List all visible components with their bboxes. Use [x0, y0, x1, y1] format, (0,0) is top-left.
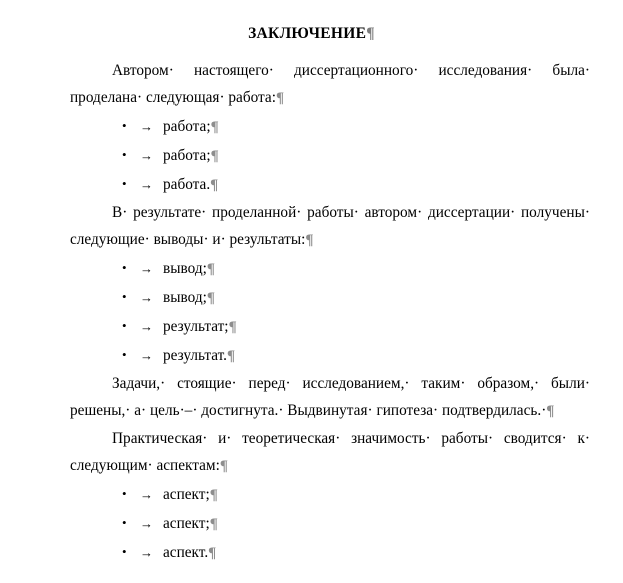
- word: и: [218, 430, 227, 447]
- word: результате: [133, 204, 202, 221]
- word: а: [134, 402, 142, 419]
- paragraph-1: [0, 57, 623, 112]
- list-item: • → результат.¶: [0, 341, 623, 370]
- space-mark: ·: [226, 430, 232, 447]
- word: подтвердилась.: [441, 402, 542, 419]
- tab-arrow-icon: →: [140, 516, 153, 531]
- word: диссертационного: [294, 62, 414, 79]
- space-mark: ·: [404, 375, 410, 392]
- list-item: • → работа;¶: [0, 112, 623, 141]
- space-mark: ·: [584, 430, 590, 447]
- list-item-text: вывод;: [163, 260, 207, 277]
- tab-arrow-icon: →: [140, 319, 153, 334]
- word: таким: [421, 375, 461, 392]
- space-mark: ·: [231, 375, 237, 392]
- pilcrow-mark: ¶: [210, 148, 219, 164]
- word: к: [577, 430, 585, 447]
- list-item: • → работа;¶: [0, 141, 623, 170]
- list-item-text: результат;: [163, 318, 229, 335]
- paragraph-3: [0, 370, 623, 425]
- space-mark: ·: [335, 430, 341, 447]
- space-mark: ·: [268, 62, 274, 79]
- word: достигнута.: [201, 402, 279, 419]
- word: теоретическая: [242, 430, 336, 447]
- pilcrow-mark: ¶: [305, 232, 314, 248]
- word: Задачи,: [112, 375, 161, 392]
- list-item-text: результат.: [163, 347, 227, 364]
- space-mark: ·: [203, 231, 209, 248]
- pilcrow-mark: ¶: [209, 516, 218, 532]
- list-item: • → аспект.¶: [0, 538, 623, 567]
- space-mark: ·: [296, 204, 302, 221]
- space-mark: ·: [125, 402, 131, 419]
- word: диссертации: [427, 204, 511, 221]
- word: была: [552, 62, 585, 79]
- dash-mark: –: [184, 402, 193, 419]
- paragraph-4: [0, 425, 623, 480]
- pilcrow-mark: ¶: [366, 25, 375, 42]
- word: аспектам:: [156, 457, 220, 474]
- tab-arrow-icon: →: [140, 348, 153, 363]
- space-mark: ·: [584, 204, 590, 221]
- space-mark: ·: [425, 430, 431, 447]
- space-mark: ·: [527, 62, 533, 79]
- list-item-text: аспект;: [163, 486, 210, 503]
- space-mark: ·: [417, 204, 423, 221]
- space-mark: ·: [160, 375, 166, 392]
- word: автором: [364, 204, 418, 221]
- word: исследования: [438, 62, 528, 79]
- document-body: [0, 57, 623, 567]
- space-mark: ·: [541, 402, 547, 419]
- word: следующая: [145, 89, 220, 106]
- list-item: • → работа.¶: [0, 170, 623, 199]
- space-mark: ·: [367, 402, 373, 419]
- list-item-text: работа.: [163, 176, 211, 193]
- word: Автором: [112, 62, 169, 79]
- space-mark: ·: [584, 375, 591, 392]
- space-mark: ·: [168, 62, 174, 79]
- list-item-text: вывод;: [163, 289, 207, 306]
- space-mark: ·: [179, 402, 185, 419]
- word: стоящие: [177, 375, 232, 392]
- word: были: [551, 375, 585, 392]
- paragraph-2: [0, 199, 623, 254]
- pilcrow-mark: ¶: [209, 487, 218, 503]
- word: Выдвинутая: [287, 402, 368, 419]
- word: перед: [248, 375, 286, 392]
- bullet-list-1: [0, 112, 623, 199]
- bullet-list-3: [0, 480, 623, 567]
- list-item-text: работа;: [163, 118, 211, 135]
- space-mark: ·: [561, 430, 567, 447]
- word: следующие: [70, 231, 145, 248]
- space-mark: ·: [460, 375, 466, 392]
- pilcrow-mark: ¶: [228, 319, 237, 335]
- space-mark: ·: [202, 430, 208, 447]
- list-item: • → вывод;¶: [0, 254, 623, 283]
- space-mark: ·: [220, 231, 226, 248]
- list-item: • → аспект;¶: [0, 509, 623, 538]
- space-mark: ·: [147, 457, 153, 474]
- pilcrow-mark: ¶: [206, 290, 215, 306]
- space-mark: ·: [413, 62, 419, 79]
- space-mark: ·: [144, 231, 150, 248]
- word: и: [212, 231, 221, 248]
- space-mark: ·: [534, 375, 540, 392]
- word: гипотеза: [376, 402, 434, 419]
- pilcrow-mark: ¶: [210, 177, 219, 193]
- space-mark: ·: [201, 204, 207, 221]
- word: работа:: [228, 89, 276, 106]
- word: исследованием,: [302, 375, 405, 392]
- space-mark: ·: [137, 89, 143, 106]
- word: проделана: [70, 89, 138, 106]
- space-mark: ·: [353, 204, 359, 221]
- tab-arrow-icon: →: [140, 148, 153, 163]
- tab-arrow-icon: →: [140, 261, 153, 276]
- word: образом,: [477, 375, 535, 392]
- pilcrow-mark: ¶: [226, 348, 236, 364]
- list-item-text: аспект;: [163, 515, 210, 532]
- pilcrow-mark: ¶: [210, 119, 219, 135]
- pilcrow-mark: ¶: [275, 90, 285, 106]
- word: сводится: [503, 430, 562, 447]
- word: результаты:: [229, 231, 306, 248]
- bullet-list-2: [0, 254, 623, 370]
- word: решены,: [70, 402, 126, 419]
- word: значимость: [351, 430, 426, 447]
- list-item: • → аспект;¶: [0, 480, 623, 509]
- space-mark: ·: [192, 402, 198, 419]
- tab-arrow-icon: →: [140, 177, 153, 192]
- space-mark: ·: [141, 402, 147, 419]
- pilcrow-mark: ¶: [546, 403, 555, 419]
- word: следующим: [70, 457, 148, 474]
- word: В: [112, 204, 123, 221]
- space-mark: ·: [278, 402, 284, 419]
- space-mark: ·: [219, 89, 225, 106]
- space-mark: ·: [285, 375, 291, 392]
- pilcrow-mark: ¶: [219, 458, 228, 474]
- pilcrow-mark: ¶: [206, 261, 215, 277]
- space-mark: ·: [122, 204, 128, 221]
- tab-arrow-icon: →: [140, 290, 153, 305]
- tab-arrow-icon: →: [140, 487, 153, 502]
- word: работы: [307, 204, 354, 221]
- list-item-text: работа;: [163, 147, 211, 164]
- pilcrow-mark: ¶: [208, 545, 217, 561]
- word: цель: [149, 402, 180, 419]
- word: настоящего: [193, 62, 269, 79]
- list-item: • → вывод;¶: [0, 283, 623, 312]
- word: Практическая: [112, 430, 203, 447]
- word: получены: [521, 204, 585, 221]
- space-mark: ·: [584, 62, 590, 79]
- space-mark: ·: [433, 402, 439, 419]
- space-mark: ·: [510, 204, 516, 221]
- word: проделанной: [212, 204, 297, 221]
- word: выводы: [153, 231, 204, 248]
- page-title: [0, 0, 623, 44]
- list-item-text: аспект.: [163, 544, 209, 561]
- tab-arrow-icon: →: [140, 545, 153, 560]
- space-mark: ·: [487, 430, 494, 447]
- word: работы: [441, 430, 488, 447]
- list-item: • → результат;¶: [0, 312, 623, 341]
- page-title-text: ЗАКЛЮЧЕНИЕ: [248, 25, 367, 42]
- tab-arrow-icon: →: [140, 119, 153, 134]
